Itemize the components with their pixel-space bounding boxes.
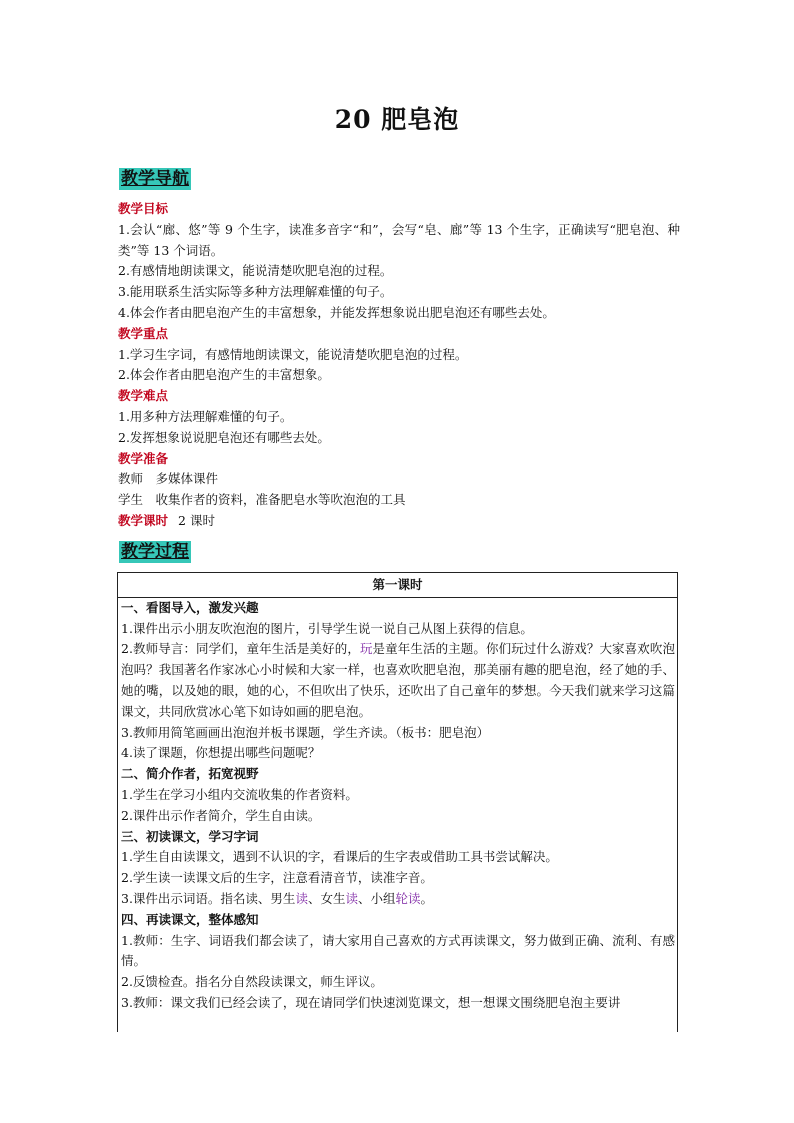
key-point-item: 1.学习生字词，有感情地朗读课文，能说清楚吹肥皂泡的过程。 — [118, 346, 468, 362]
hours-row — [118, 511, 680, 532]
step-item: 3.教师用简笔画画出泡泡并板书课题，学生齐读。（板书：肥皂泡） — [121, 724, 490, 740]
objective-item: 2.有感情地朗读课文，能说清楚吹肥皂泡的过程。 — [118, 263, 393, 279]
step-item: 1.教师：生字、词语我们都会读了，请大家用自己喜欢的方式再读课文，努力做到正确、流利、有感情。 — [121, 932, 675, 969]
step-item: 2.教师导言：同学们，童年生活是美好的，玩是童年生活的主题。你们玩过什么游戏？大家喜欢吹泡泡吗？我国著名作家冰心小时候和大家一样，也喜欢吹肥皂泡，那美丽有趣的肥皂泡，经了她的手、她的嘴，以及她的眼，她的心，不但吹出了快乐，还吹出了自己童年的梦想。今天我们就来学习这篇课文，共同欣赏冰心笔下如诗如画的肥皂泡。 — [121, 641, 675, 719]
step-item: 2.课件出示作者简介，学生自由读。 — [121, 807, 321, 823]
key-point-item: 2.体会作者由肥皂泡产生的丰富想象。 — [118, 367, 330, 383]
step-heading: 四、再读课文，整体感知 — [121, 911, 259, 927]
objective-item: 1.会认“廊、悠”等 9 个生字，读准多音字“和”，会写“皂、廊”等 13 个生字，正确读写“肥皂泡、种类”等 13 个词语。 — [118, 221, 680, 258]
highlight-text: 轮读 — [395, 890, 421, 906]
step-item: 2.反馈检查。指名分自然段读课文，师生评议。 — [121, 974, 383, 990]
step-item: 1.课件出示小朋友吹泡泡的图片，引导学生说一说自己从图上获得的信息。 — [121, 620, 533, 636]
preparation-label: 教学准备 — [118, 450, 169, 466]
difficulty-item: 2.发挥想象说说肥皂泡还有哪些去处。 — [118, 429, 330, 445]
highlight-text: 读 — [295, 890, 308, 906]
hours-label: 教学课时 — [118, 512, 169, 528]
objectives-label: 教学目标 — [118, 201, 169, 216]
objective-item: 4.体会作者由肥皂泡产生的丰富想象，并能发挥想象说出肥皂泡还有哪些去处。 — [118, 304, 555, 320]
objective-item: 3.能用联系生活实际等多种方法理解难懂的句子。 — [118, 284, 393, 300]
step-item: 3.教师：课文我们已经会读了，现在请同学们快速浏览课文，想一想课文围绕肥皂泡主要讲 — [121, 994, 621, 1010]
page-title: 20 肥皂泡 — [334, 105, 460, 134]
step-item: 1.学生自由读课文，遇到不认识的字，看课后的生字表或借助工具书尝试解决。 — [121, 849, 558, 865]
step-item: 1.学生在学习小组内交流收集的作者资料。 — [121, 786, 358, 802]
highlight-text: 读 — [345, 890, 358, 906]
step-item: 3.课件出示词语。指名读、男生读、女生读、小组轮读。 — [121, 890, 434, 906]
step-heading: 一、看图导入，激发兴趣 — [121, 599, 259, 615]
preparation-item: 学生 收集作者的资料，准备肥皂水等吹泡泡的工具 — [118, 492, 406, 508]
difficulties-label: 教学难点 — [118, 388, 169, 404]
lesson-title: 第一课时 — [118, 573, 677, 598]
hours-value: 2 课时 — [178, 512, 215, 528]
step-item: 2.学生读一读课文后的生字，注意看清音节，读准字音。 — [121, 870, 433, 886]
step-item: 4.读了课题，你想提出哪些问题呢？ — [121, 745, 321, 761]
guide-section — [118, 199, 680, 532]
highlight-text: 玩 — [359, 641, 373, 657]
step-heading: 三、初读课文，学习字词 — [121, 828, 259, 844]
preparation-item: 教师 多媒体课件 — [118, 471, 219, 487]
difficulty-item: 1.用多种方法理解难懂的句子。 — [118, 408, 293, 424]
guide-heading: 教学导航 — [121, 169, 189, 189]
lesson-table — [117, 572, 678, 1032]
process-heading: 教学过程 — [121, 542, 189, 562]
step-heading: 二、简介作者，拓宽视野 — [121, 766, 259, 782]
key-points-label: 教学重点 — [118, 325, 169, 341]
